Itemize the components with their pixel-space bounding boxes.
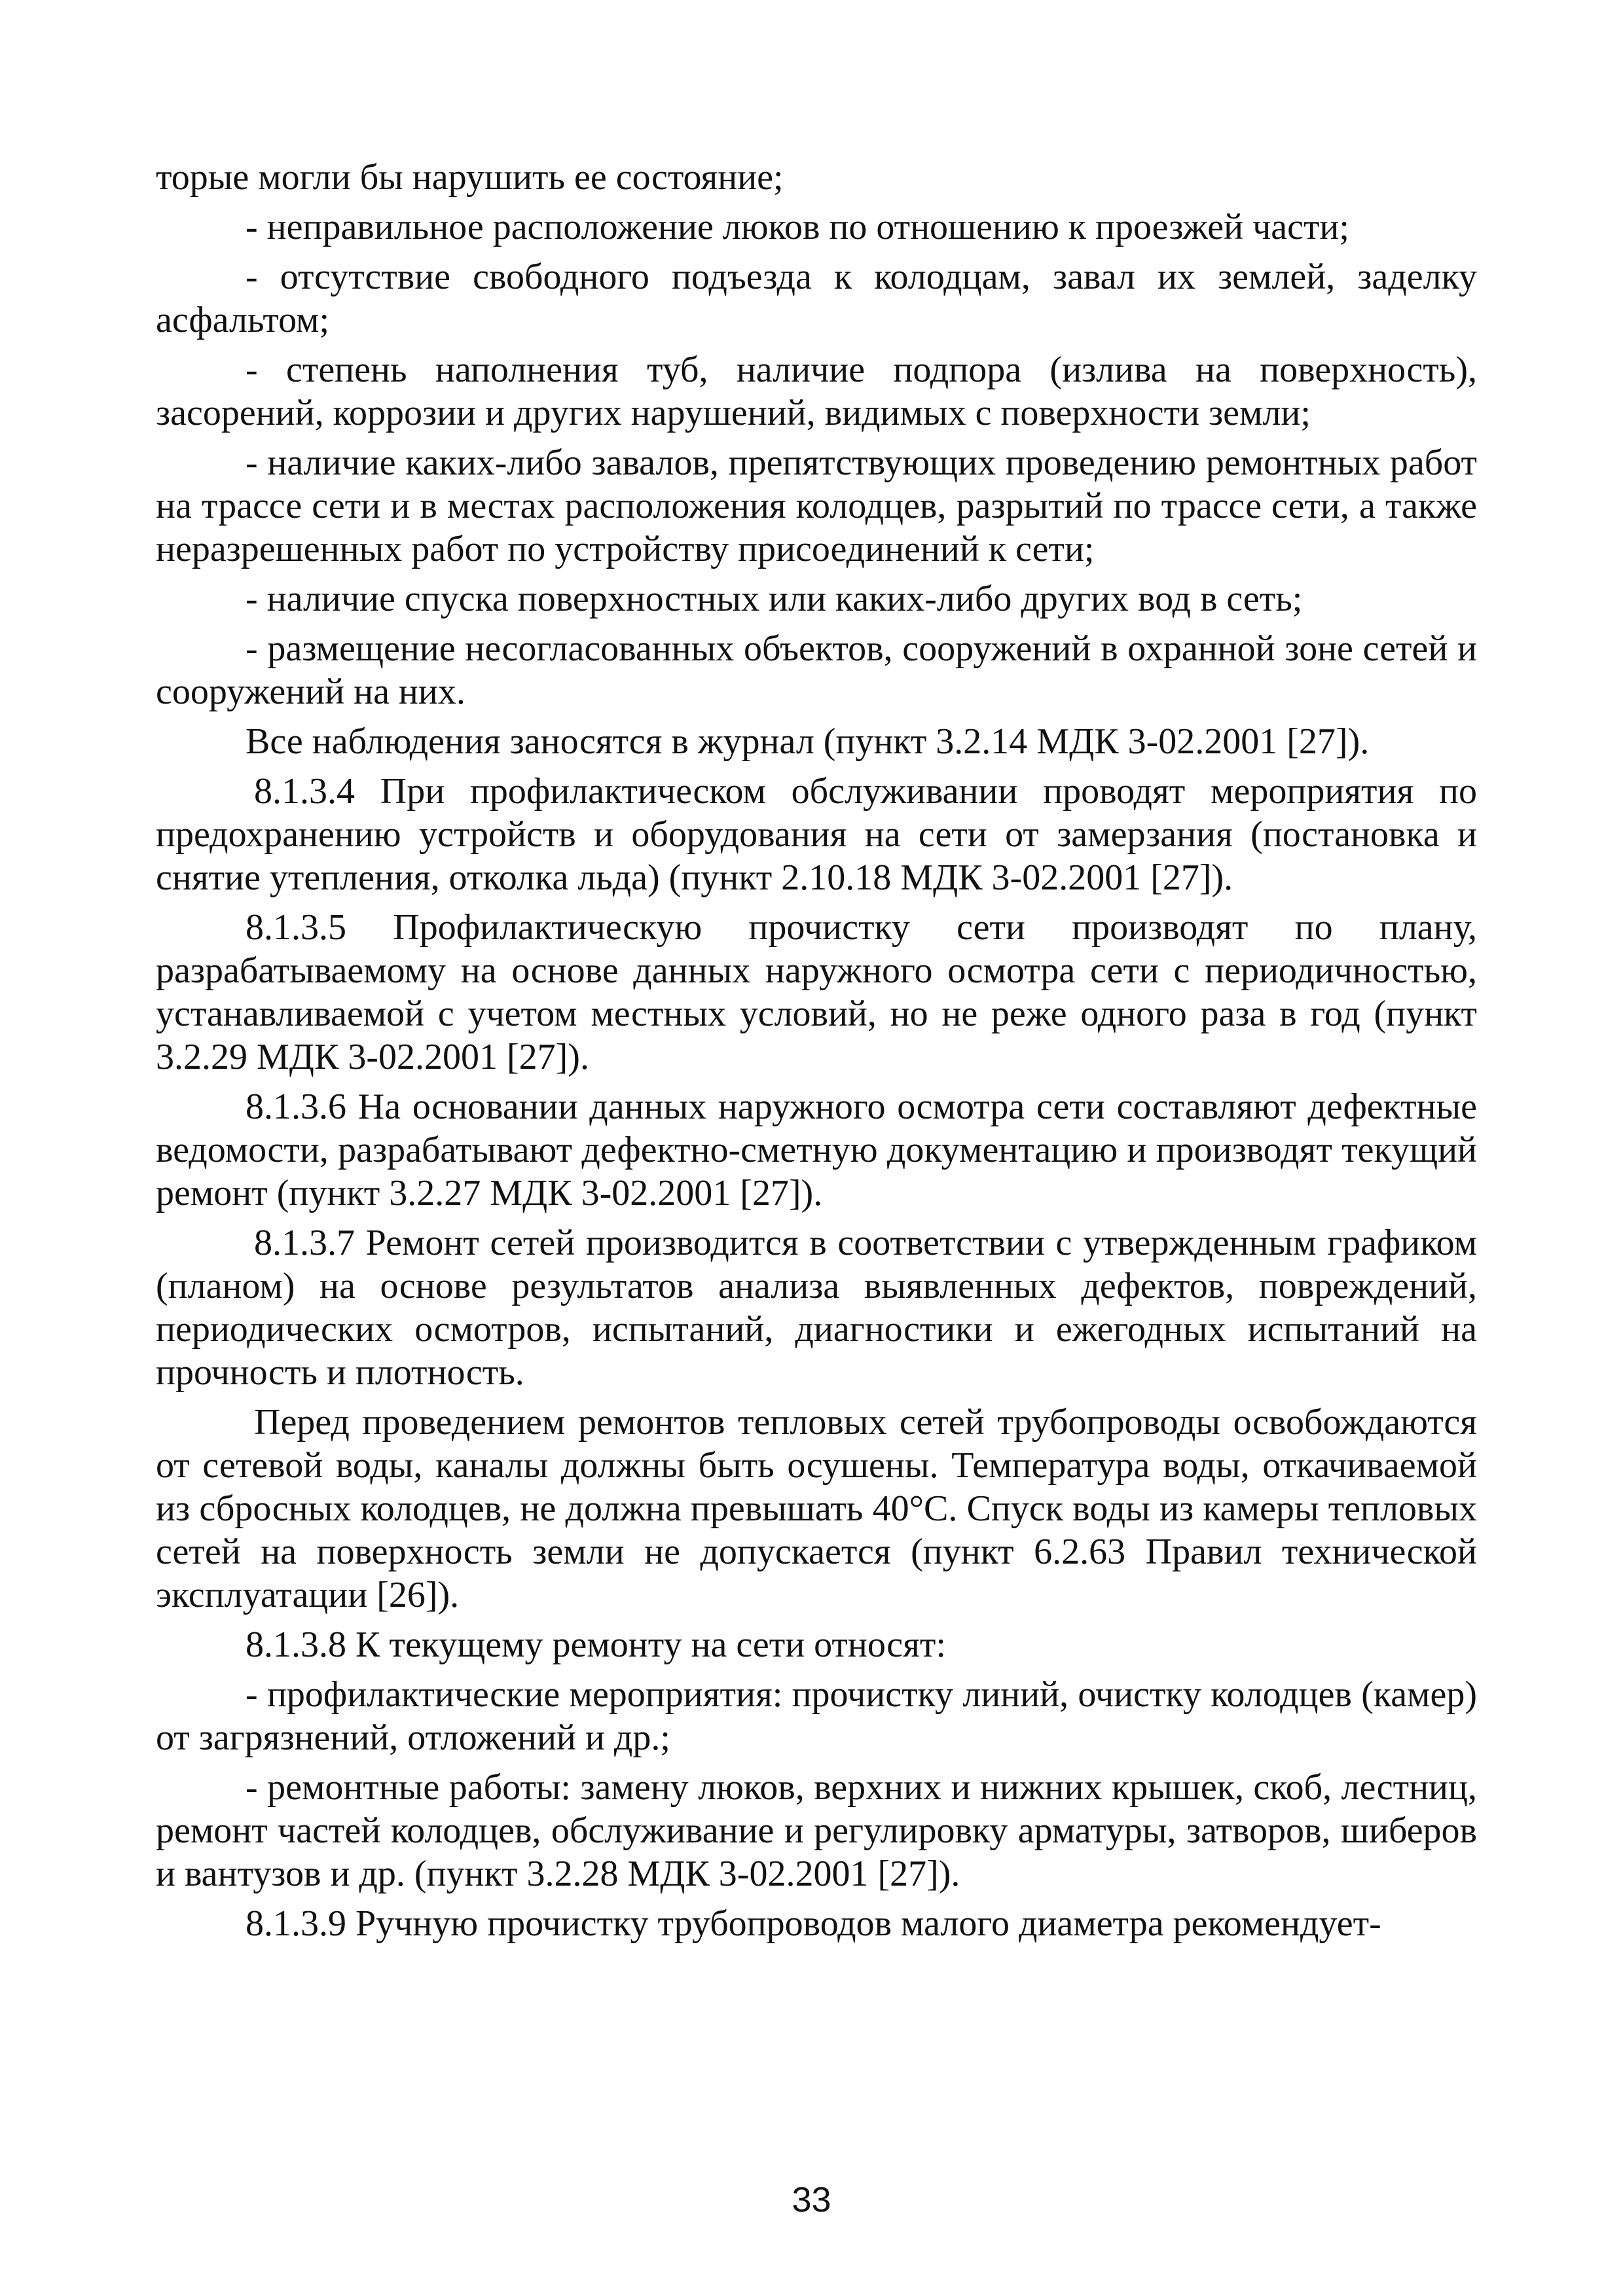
list-item-access: - отсутствие свободного подъезда к колодцам, завал их землей, заделку асфальтом;: [156, 257, 1477, 340]
page-number: 33: [792, 2180, 831, 2219]
list-item-hatches: - неправильное расположение люков по отношению к проезжей части;: [246, 207, 1349, 247]
clause-8-1-3-7: 8.1.3.7 Ремонт сетей производится в соответствии с утвержденным графиком (планом) на основе результатов анализа выявленных дефектов, повреждений, периодических осмотров, испытаний, диагностики и ежегодных испытаний на прочность и плотность.: [156, 1223, 1477, 1393]
paragraph-journal: Все наблюдения заносятся в журнал (пункт 3.2.14 МДК 3-02.2001 [27]).: [246, 721, 1370, 762]
clause-8-1-3-6: 8.1.3.6 На основании данных наружного осмотра сети составляют дефектные ведомости, разрабатывают дефектно-сметную документацию и производят текущий ремонт (пункт 3.2.27 МДК 3-02.2001 [27]).: [156, 1086, 1477, 1213]
paragraph-heat-networks: Перед проведением ремонтов тепловых сетей трубопроводы освобождаются от сетевой воды, каналы должны быть осушены. Температура воды, откачиваемой из сбросных колодцев, не должна превышать 40°С. Спуск воды из камеры тепловых сетей на поверхность земли не допускается (пункт 6.2.63 Правил технической эксплуатации [26]).: [156, 1402, 1477, 1615]
body-text: [156, 156, 1477, 1952]
clause-8-1-3-8: 8.1.3.8 К текущему ремонту на сети относят:: [246, 1624, 946, 1665]
clause-8-1-3-9: 8.1.3.9 Ручную прочистку трубопроводов малого диаметра рекомендует-: [246, 1903, 1381, 1944]
list-item-discharge: - наличие спуска поверхностных или каких-либо других вод в сеть;: [246, 579, 1303, 619]
list-item-obstructions: - наличие каких-либо завалов, препятствующих проведению ремонтных работ на трассе сети и в местах расположения колодцев, разрытий по трассе сети, а также неразрешенных работ по устройству присоединений к сети;: [156, 442, 1477, 569]
clause-8-1-3-4: 8.1.3.4 При профилактическом обслуживании проводят мероприятия по предохранению устройств и оборудования на сети от замерзания (постановка и снятие утепления, отколка льда) (пункт 2.10.18 МДК 3-02.2001 [27]).: [156, 771, 1477, 898]
list-item-repair: - ремонтные работы: замену люков, верхних и нижних крышек, скоб, лестниц, ремонт частей колодцев, обслуживание и регулировку арматуры, затворов, шиберов и вантузов и др. (пункт 3.2.28 МДК 3-02.2001 [27]).: [156, 1767, 1477, 1894]
list-item-preventive: - профилактические мероприятия: прочистку линий, очистку колодцев (камер) от загрязнений, отложений и др.;: [156, 1674, 1477, 1758]
list-item-objects: - размещение несогласованных объектов, сооружений в охранной зоне сетей и сооружений на них.: [156, 628, 1477, 712]
paragraph-continuation: торые могли бы нарушить ее состояние;: [156, 157, 784, 198]
clause-8-1-3-5: 8.1.3.5 Профилактическую прочистку сети производят по плану, разрабатываемому на основе данных наружного осмотра сети с периодичностью, устанавливаемой с учетом местных условий, но не реже одного раза в год (пункт 3.2.29 МДК 3-02.2001 [27]).: [156, 907, 1477, 1077]
list-item-filling: - степень наполнения туб, наличие подпора (излива на поверхность), засорений, коррозии и других нарушений, видимых с поверхности земли;: [156, 350, 1477, 433]
